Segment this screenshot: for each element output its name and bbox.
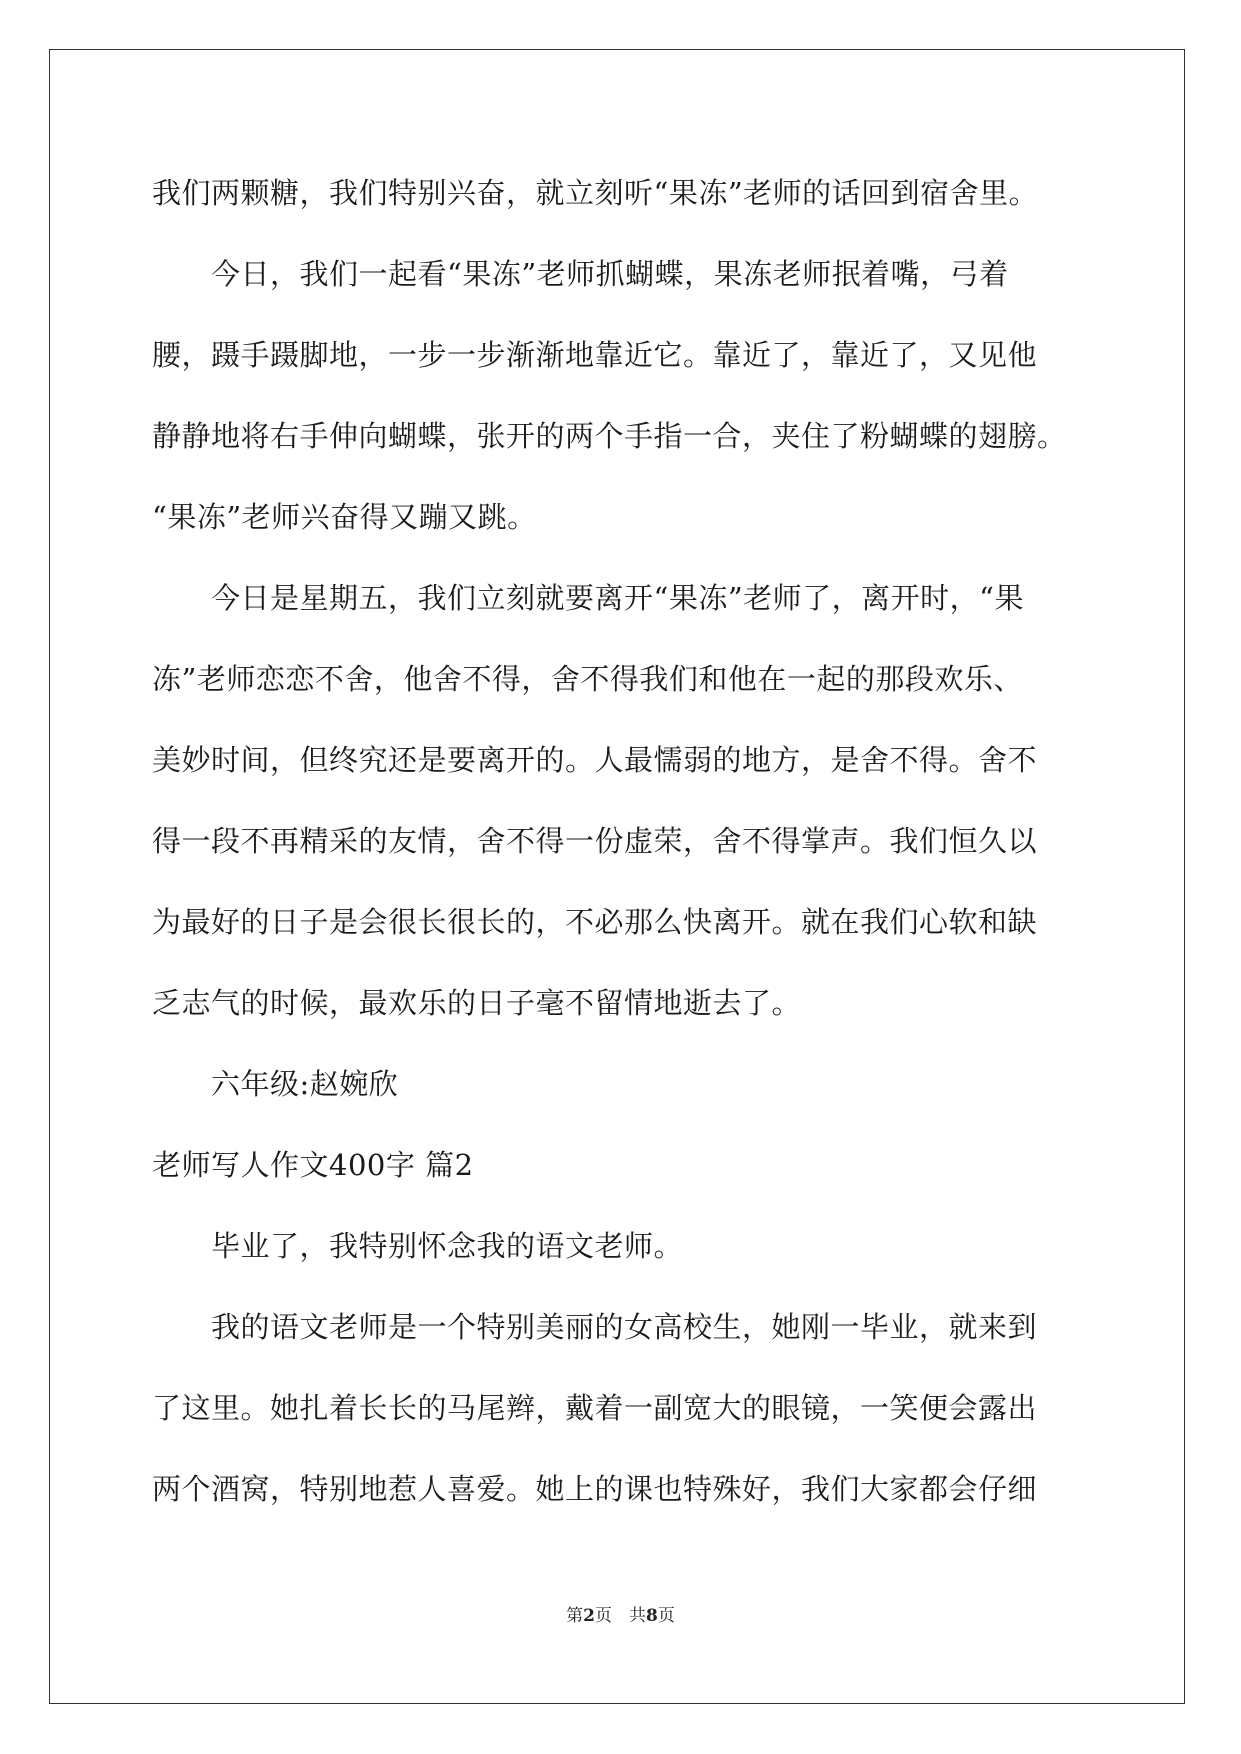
total-page-number: 8 bbox=[646, 1606, 658, 1626]
text-line: 我的语文老师是一个特别美丽的女高校生，她刚一毕业，就来到 bbox=[152, 1310, 1038, 1344]
text-line: 得一段不再精采的友情，舍不得一份虚荣，舍不得掌声。我们恒久以 bbox=[152, 824, 1038, 858]
current-page-number: 2 bbox=[583, 1606, 595, 1626]
text-line: 乏志气的时候，最欢乐的日子毫不留情地逝去了。 bbox=[152, 986, 802, 1020]
text-line: 为最好的日子是会很长很长的，不必那么快离开。就在我们心软和缺 bbox=[152, 905, 1038, 939]
footer-suffix: 页 bbox=[657, 1606, 675, 1626]
author-line: 六年级:赵婉欣 bbox=[152, 1067, 399, 1101]
text-line: 今日，我们一起看“果冻”老师抓蝴蝶，果冻老师抿着嘴，弓着 bbox=[152, 257, 1009, 291]
text-line: 我们两颗糖，我们特别兴奋，就立刻听“果冻”老师的话回到宿舍里。 bbox=[152, 176, 1039, 210]
text-line: “果冻”老师兴奋得又蹦又跳。 bbox=[152, 500, 537, 534]
text-line: 美妙时间，但终究还是要离开的。人最懦弱的地方，是舍不得。舍不 bbox=[152, 743, 1038, 777]
footer-prefix: 第 bbox=[566, 1606, 584, 1626]
text-line: 冻”老师恋恋不舍，他舍不得，舍不得我们和他在一起的那段欢乐、 bbox=[152, 662, 1023, 696]
section-heading: 老师写人作文400字 篇2 bbox=[152, 1148, 474, 1182]
text-line: 了这里。她扎着长长的马尾辫，戴着一副宽大的眼镜，一笑便会露出 bbox=[152, 1391, 1038, 1425]
text-line: 今日是星期五，我们立刻就要离开“果冻”老师了，离开时，“果 bbox=[152, 581, 1024, 615]
page-border bbox=[49, 49, 1185, 1704]
footer-mid: 页 共 bbox=[595, 1606, 646, 1626]
text-line: 两个酒窝，特别地惹人喜爱。她上的课也特殊好，我们大家都会仔细 bbox=[152, 1472, 1038, 1506]
page-footer bbox=[0, 1606, 1241, 1626]
text-line: 毕业了，我特别怀念我的语文老师。 bbox=[152, 1229, 684, 1263]
text-line: 腰，蹑手蹑脚地，一步一步渐渐地靠近它。靠近了，靠近了，又见他 bbox=[152, 338, 1038, 372]
text-line: 静静地将右手伸向蝴蝶，张开的两个手指一合，夹住了粉蝴蝶的翅膀。 bbox=[152, 419, 1067, 453]
